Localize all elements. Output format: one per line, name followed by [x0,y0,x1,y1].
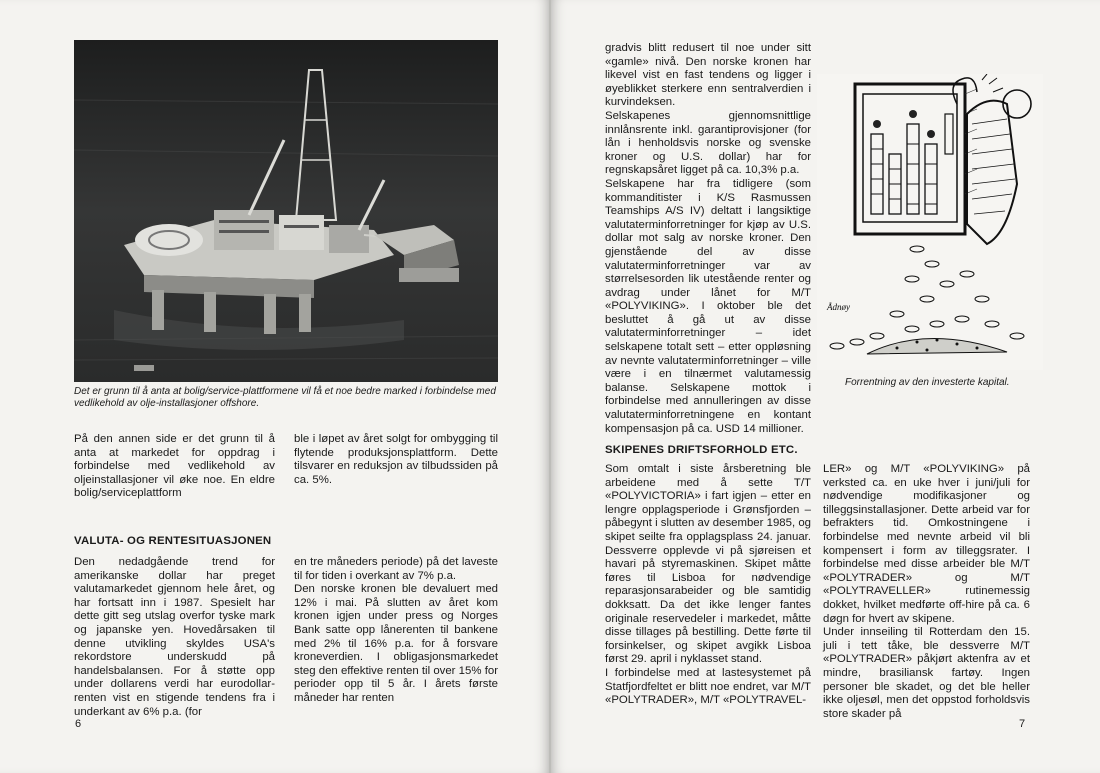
intro-paragraph-col2: ble i løpet av året solgt for ombygging til flytende produksjonsplattform. Dette tilsvarer en reduksjon av tilbudssiden på ca. 5%. [294,433,498,486]
page-number-left: 6 [75,718,82,730]
top-column-paragraph: Selskapene har fra tidligere (som kommanditister i K/S Rasmussen Teamships A/S IV) deltatt i langsiktige valutaterminforretninger for kjøp av U.S. dollar mot salg av norske kroner. Den gjenstående del av disse valutaterminforretninger var av størrelsesorden lik utestående renter og avdrag under lånet for M/T «POLYVIKING». I oktober ble det besluttet å gå ut av disse valutaterminforretninger – idet selskapene totalt sett – etter oppløsning av nevnte valutaterminforretninger – ville være i en tilnærmet valutamessig balanse. Selskapene mottok i forbindelse med annulleringen av disse valutaterminforretningene en kontant kompensasjon på ca. USD 14 millioner. [605,177,811,435]
photo-caption: Det er grunn til å anta at bolig/service-plattformene vil få et noe bedre marked i forbindelse med vedlikehold av olje-installasjoner offshore. [74,386,496,410]
top-column-paragraph: gradvis blitt redusert til noe under sitt «gamle» nivå. Den norske kronen har likevel vist en fast tendens og ligger i øyeblikket sterkere enn sentralverdien i kurvindeksen. [605,42,811,109]
section-heading-drift: SKIPENES DRIFTSFORHOLD ETC. [605,444,798,456]
cartoon-illustration [817,74,1043,370]
cartoon-signature: Ådnøy [827,302,850,312]
drift-col2 [823,463,1030,721]
drift-col1-paragraph: Som omtalt i siste årsberetning ble arbeidene med å sette T/T «POLYVICTORIA» i fart igjen – etter en lengre opplagsperiode i Grønsfjorden – påbegynt i slutten av desember 1985, og skipet seilte fra opplagsplass 24. januar. Dessverre opplevde vi på sjøreisen et havari på styremaskinen. Skipet måtte føres til Lisboa for nødvendige reparasjonsarabeider og ble samtidig dokksatt. Da det ikke lenger fantes originale reservedeler i markedet, måtte disse tillages på bestilling. Dette førte til forsinkelser, og skipet avgikk Lisboa først 29. april i nyklasset stand. [605,463,811,666]
intro-paragraph-col1: På den annen side er det grunn til å anta at markedet for oppdrag i forbindelse med vedlikehold av oljeinstallasjoner vil øke noe. En eldre bolig/serviceplattform [74,433,275,500]
drift-col1-paragraph: I forbindelse med at lastesystemet på Statfjordfeltet er blitt noe endret, var M/T «POLYTRADER», M/T «POLYTRAVEL- [605,666,811,707]
valuta-col2-paragraph: en tre måneders periode) på det laveste til for tiden i overkant av 7% p.a. [294,556,498,582]
drift-col2-paragraph: Under innseiling til Rotterdam den 15. juli i tett tåke, ble dessverre M/T «POLYTRADER» påkjørt aktenfra av et mindre, brasiliansk fartøy. Ingen personer ble skadet, og det ble heller ikke oljesøl, men det oppstod forholdsvis store skader på [823,626,1030,720]
drift-col2-paragraph: LER» og M/T «POLYVIKING» på verksted ca. en uke hver i juni/juli for nødvendige modifikasjoner og tilleggsinstallasjoner. Dette arbeid var for befrakters tid. Omkostningene i forbindelse med nevnte arbeid vil bli kompensert i form av tilleggsrater. I forbindelse med disse arbeider ble M/T «POLYTRADER» og M/T «POLYTRAVELLER» rutinemessig dokket, hvilket medførte off-hire på ca. 6 døgn for hvert av skipene. [823,463,1030,625]
platform-photo [74,40,498,382]
top-column [605,42,811,436]
left-page [0,0,549,773]
top-column-paragraph: Selskapenes gjennomsnittlige innlånsrente inkl. garantiprovisjoner (for lån i henholdsvis norske og svenske kroner og U.S. dollar) har for regnskapsåret ligget på ca. 10,3% p.a. [605,109,811,177]
valuta-paragraph-col1: Den nedadgående trend for amerikanske dollar har preget valutamarkedet gjennom hele året, og har fortsatt inn i 1987. Spesielt har dette gitt seg utslag overfor tyske mark og japanske yen. Hovedårsaken til denne utvikling skyldes USA's rekordstore underskudd på handelsbalansen. For å støtte opp under dollarens verdi har eurodollar-renten vist en stigende tendens fra i underkant av 6% p.a. (for [74,556,275,718]
cartoon-caption: Forrentning av den investerte kapital. [845,377,1010,388]
valuta-col2-paragraph: Den norske kronen ble devaluert med 12% i mai. På slutten av året kom kronen igjen under press og Norges Bank satte opp lånerenten til bankene med 2% til 16% p.a. for å forsvare kroneverdien. I obligasjonsmarkedet steg den effektive renten til over 15% for perioder opp til 5 år. I årets første måneder har renten [294,583,498,704]
valuta-col2 [294,556,498,706]
right-page [551,0,1100,773]
section-heading-valuta: VALUTA- OG RENTESITUASJONEN [74,535,272,547]
drift-col1 [605,463,811,708]
page-number-right: 7 [1019,718,1026,730]
